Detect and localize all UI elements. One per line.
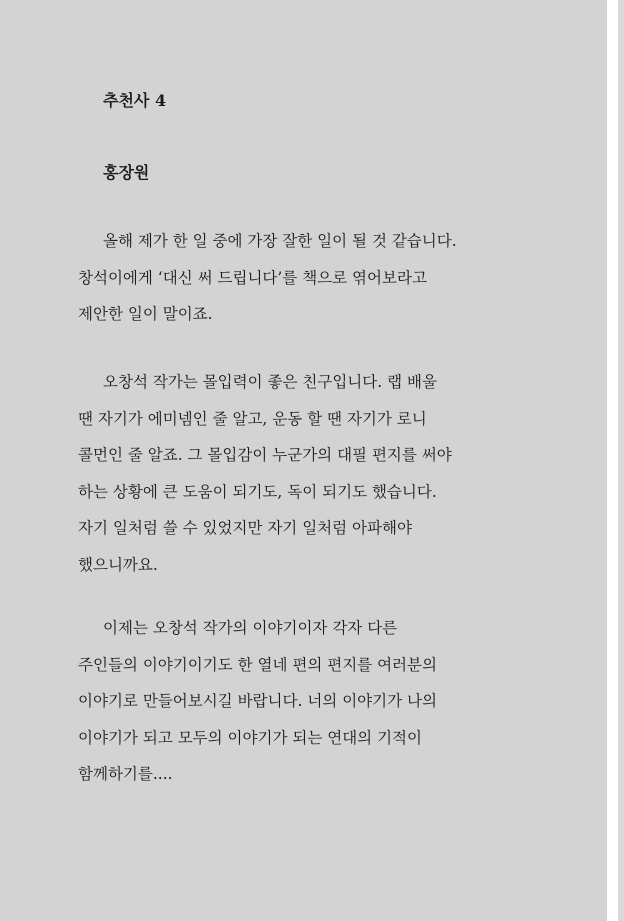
paragraph-line: 창석이에게 ‘대신 써 드립니다’를 책으로 엮어보라고 xyxy=(78,268,427,287)
paragraph-line: 오창석 작가는 몰입력이 좋은 친구입니다. 랩 배울 xyxy=(103,373,437,391)
paragraph-1 xyxy=(78,223,498,333)
author-name: 홍장원 xyxy=(103,163,150,182)
paragraph-line: 이야기가 되고 모두의 이야기가 되는 연대의 기적이 xyxy=(78,728,422,747)
paragraph-line: 땐 자기가 에미넴인 줄 알고, 운동 할 땐 자기가 로니 xyxy=(78,409,427,428)
paragraph-2 xyxy=(78,364,498,583)
paragraph-line: 했으니까요. xyxy=(78,555,158,574)
page-title: 추천사 4 xyxy=(103,91,167,110)
paragraph-line: 함께하기를.... xyxy=(78,765,173,783)
paragraph-line: 하는 상황에 큰 도움이 되기도, 독이 되기도 했습니다. xyxy=(78,482,437,501)
paragraph-3 xyxy=(78,610,498,793)
paragraph-line: 콜먼인 줄 알죠. 그 몰입감이 누군가의 대필 편지를 써야 xyxy=(78,446,452,464)
paragraph-line: 이제는 오창석 작가의 이야기이자 각자 다른 xyxy=(103,619,398,637)
paragraph-line: 자기 일처럼 쓸 수 있었지만 자기 일처럼 아파해야 xyxy=(78,519,412,537)
scrollbar-track[interactable] xyxy=(618,0,624,921)
paragraph-line: 주인들의 이야기이기도 한 열네 편의 편지를 여러분의 xyxy=(78,655,437,674)
paragraph-line: 올해 제가 한 일 중에 가장 잘한 일이 될 것 같습니다. xyxy=(103,232,457,250)
paragraph-line: 이야기로 만들어보시길 바랍니다. 너의 이야기가 나의 xyxy=(78,692,437,710)
paragraph-line: 제안한 일이 말이죠. xyxy=(78,305,213,323)
